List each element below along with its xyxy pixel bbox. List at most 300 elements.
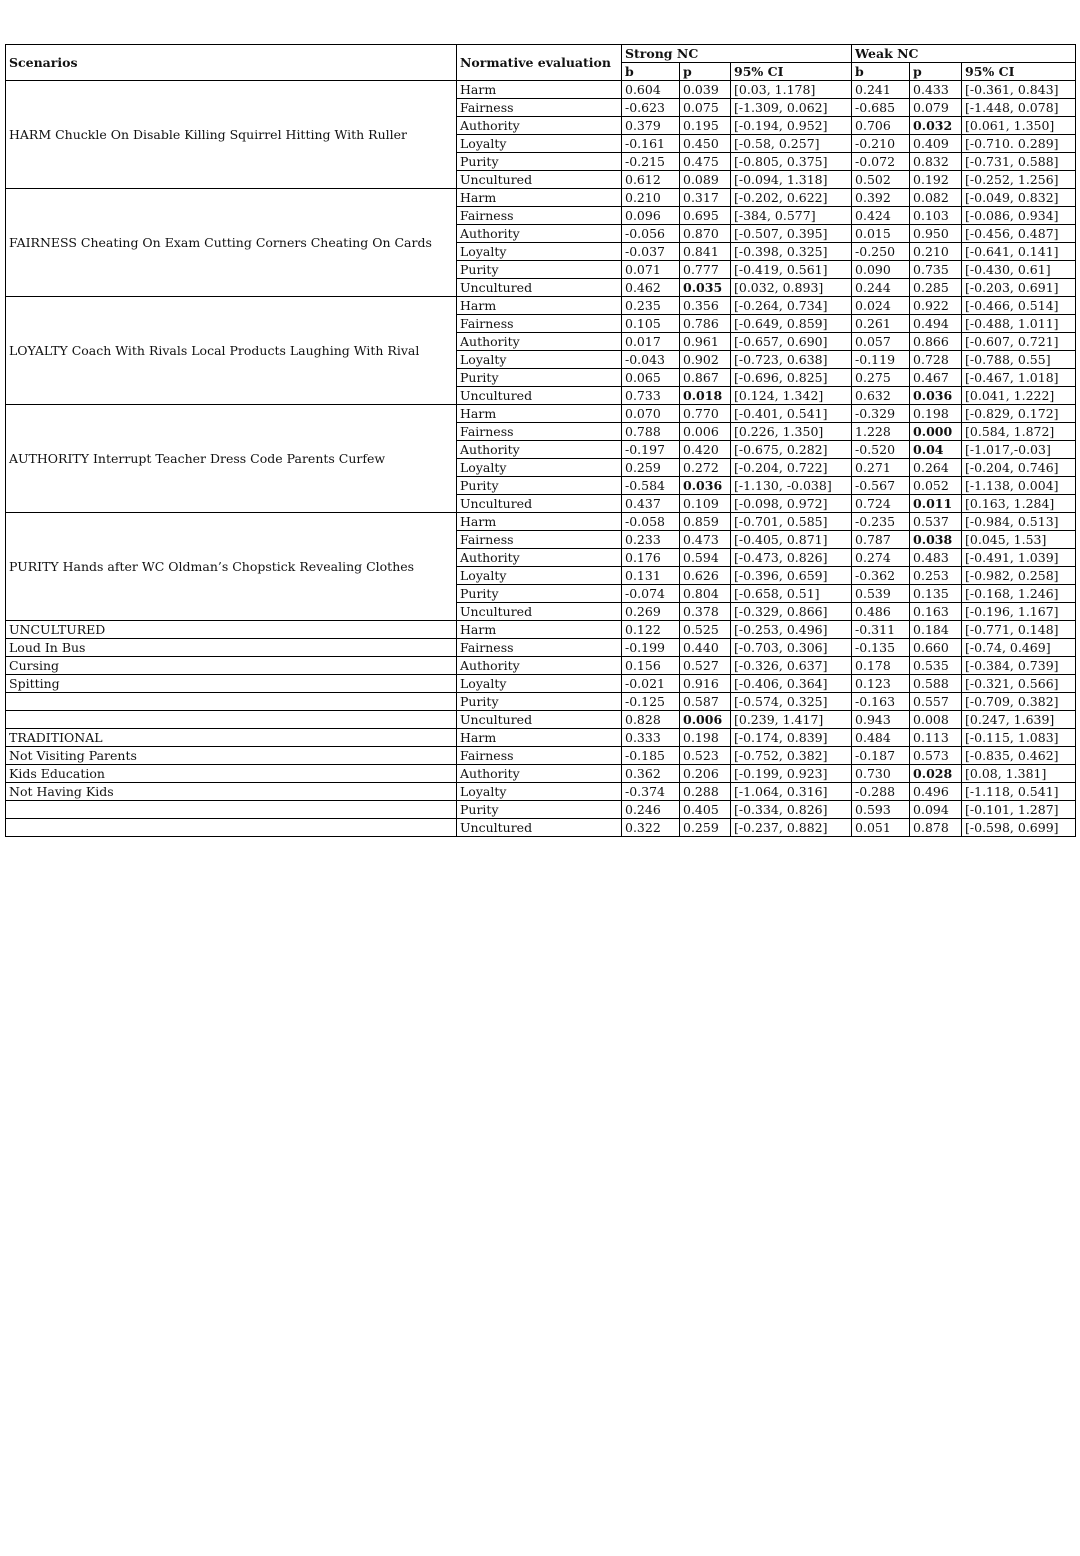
table-row: [6, 765, 1076, 783]
cell-weak-b: 0.244: [852, 279, 910, 297]
cell-strong-b: 0.828: [622, 711, 680, 729]
cell-weak-b: 0.593: [852, 801, 910, 819]
cell-strong-ci: [-1.130, -0.038]: [731, 477, 852, 495]
cell-strong-ci: [-0.396, 0.659]: [731, 567, 852, 585]
cell-weak-ci: [-0.115, 1.083]: [962, 729, 1076, 747]
cell-evaluation: Fairness: [457, 207, 622, 225]
cell-strong-b: 0.612: [622, 171, 680, 189]
cell-strong-p: 0.961: [680, 333, 731, 351]
cell-strong-p: 0.870: [680, 225, 731, 243]
cell-strong-b: 0.131: [622, 567, 680, 585]
cell-strong-b: 0.017: [622, 333, 680, 351]
cell-evaluation: Purity: [457, 585, 622, 603]
cell-strong-p: 0.272: [680, 459, 731, 477]
cell-strong-b: 0.246: [622, 801, 680, 819]
cell-strong-b: 0.122: [622, 621, 680, 639]
cell-weak-b: -0.072: [852, 153, 910, 171]
cell-weak-ci: [-0.466, 0.514]: [962, 297, 1076, 315]
scenario-label: [6, 801, 457, 819]
cell-strong-p: 0.859: [680, 513, 731, 531]
cell-strong-ci: [-0.334, 0.826]: [731, 801, 852, 819]
cell-strong-ci: [-0.675, 0.282]: [731, 441, 852, 459]
cell-strong-p: 0.777: [680, 261, 731, 279]
cell-strong-ci: [-0.703, 0.306]: [731, 639, 852, 657]
cell-weak-b: 0.271: [852, 459, 910, 477]
cell-strong-ci: [-0.094, 1.318]: [731, 171, 852, 189]
cell-strong-ci: [-0.174, 0.839]: [731, 729, 852, 747]
cell-strong-ci: [-0.199, 0.923]: [731, 765, 852, 783]
cell-strong-b: 0.437: [622, 495, 680, 513]
cell-strong-ci: [-0.473, 0.826]: [731, 549, 852, 567]
cell-evaluation: Uncultured: [457, 279, 622, 297]
cell-strong-p: [680, 387, 731, 405]
cell-evaluation: Purity: [457, 153, 622, 171]
cell-evaluation: Harm: [457, 729, 622, 747]
cell-weak-b: 0.241: [852, 81, 910, 99]
cell-weak-b: 0.730: [852, 765, 910, 783]
cell-weak-p: 0.163: [910, 603, 962, 621]
cell-evaluation: Fairness: [457, 423, 622, 441]
cell-weak-ci: [-0.607, 0.721]: [962, 333, 1076, 351]
cell-weak-ci: [-1.017,-0.03]: [962, 441, 1076, 459]
cell-weak-p: [910, 423, 962, 441]
cell-weak-b: 0.178: [852, 657, 910, 675]
cell-evaluation: Authority: [457, 549, 622, 567]
cell-evaluation: Loyalty: [457, 351, 622, 369]
cell-weak-p: 0.198: [910, 405, 962, 423]
table-row: [6, 297, 1076, 315]
table-row: [6, 405, 1076, 423]
cell-strong-b: -0.021: [622, 675, 680, 693]
cell-weak-ci: [-0.101, 1.287]: [962, 801, 1076, 819]
cell-evaluation: Purity: [457, 693, 622, 711]
cell-evaluation: Fairness: [457, 747, 622, 765]
cell-strong-p: 0.587: [680, 693, 731, 711]
cell-evaluation: Loyalty: [457, 243, 622, 261]
cell-weak-p: [910, 765, 962, 783]
cell-strong-p: 0.841: [680, 243, 731, 261]
cell-strong-p: 0.039: [680, 81, 731, 99]
cell-strong-ci: [0.124, 1.342]: [731, 387, 852, 405]
cell-strong-b: 0.105: [622, 315, 680, 333]
cell-weak-p: 0.079: [910, 99, 962, 117]
cell-weak-p: 0.192: [910, 171, 962, 189]
cell-evaluation: Loyalty: [457, 675, 622, 693]
header-normative-evaluation: Normative evaluation: [457, 45, 622, 81]
cell-strong-b: 0.333: [622, 729, 680, 747]
cell-strong-ci: [-0.329, 0.866]: [731, 603, 852, 621]
cell-weak-ci: [0.045, 1.53]: [962, 531, 1076, 549]
cell-weak-b: -0.685: [852, 99, 910, 117]
cell-strong-p: 0.440: [680, 639, 731, 657]
cell-strong-ci: [0.239, 1.417]: [731, 711, 852, 729]
cell-strong-p: 0.867: [680, 369, 731, 387]
cell-evaluation: Purity: [457, 801, 622, 819]
cell-strong-ci: [-0.326, 0.637]: [731, 657, 852, 675]
cell-weak-p: 0.950: [910, 225, 962, 243]
significant-value: 0.018: [683, 388, 723, 403]
cell-weak-b: -0.235: [852, 513, 910, 531]
cell-strong-b: 0.176: [622, 549, 680, 567]
cell-strong-ci: [-0.649, 0.859]: [731, 315, 852, 333]
cell-evaluation: Uncultured: [457, 819, 622, 837]
cell-strong-b: 0.233: [622, 531, 680, 549]
cell-weak-p: 0.184: [910, 621, 962, 639]
cell-weak-b: 0.502: [852, 171, 910, 189]
cell-strong-b: 0.379: [622, 117, 680, 135]
scenario-label: Spitting: [6, 675, 457, 693]
cell-strong-p: 0.786: [680, 315, 731, 333]
scenario-label: AUTHORITY Interrupt Teacher Dress Code Parents Curfew: [6, 405, 457, 513]
cell-weak-b: -0.520: [852, 441, 910, 459]
cell-weak-p: 0.878: [910, 819, 962, 837]
cell-weak-b: -0.135: [852, 639, 910, 657]
cell-strong-ci: [-0.658, 0.51]: [731, 585, 852, 603]
cell-weak-ci: [0.061, 1.350]: [962, 117, 1076, 135]
cell-strong-p: 0.109: [680, 495, 731, 513]
cell-weak-p: 0.832: [910, 153, 962, 171]
cell-weak-ci: [-1.118, 0.541]: [962, 783, 1076, 801]
cell-strong-p: 0.006: [680, 423, 731, 441]
cell-strong-p: 0.770: [680, 405, 731, 423]
cell-strong-b: 0.788: [622, 423, 680, 441]
cell-weak-p: 0.496: [910, 783, 962, 801]
cell-weak-p: 0.264: [910, 459, 962, 477]
cell-strong-b: 0.096: [622, 207, 680, 225]
cell-weak-b: 0.724: [852, 495, 910, 513]
cell-weak-b: 1.228: [852, 423, 910, 441]
cell-strong-p: 0.626: [680, 567, 731, 585]
cell-strong-ci: [-0.237, 0.882]: [731, 819, 852, 837]
cell-weak-p: 0.483: [910, 549, 962, 567]
cell-weak-ci: [-1.448, 0.078]: [962, 99, 1076, 117]
header-strong-b: b: [622, 63, 680, 81]
cell-evaluation: Fairness: [457, 639, 622, 657]
cell-strong-p: 0.378: [680, 603, 731, 621]
table-row: [6, 693, 1076, 711]
cell-weak-ci: [-1.138, 0.004]: [962, 477, 1076, 495]
cell-strong-b: -0.215: [622, 153, 680, 171]
cell-weak-ci: [-0.788, 0.55]: [962, 351, 1076, 369]
cell-weak-ci: [0.247, 1.639]: [962, 711, 1076, 729]
cell-strong-p: 0.902: [680, 351, 731, 369]
scenario-label: Cursing: [6, 657, 457, 675]
scenario-label: HARM Chuckle On Disable Killing Squirrel Hitting With Ruller: [6, 81, 457, 189]
cell-strong-p: 0.594: [680, 549, 731, 567]
cell-weak-b: 0.275: [852, 369, 910, 387]
cell-weak-p: 0.573: [910, 747, 962, 765]
cell-weak-p: 0.210: [910, 243, 962, 261]
table-row: [6, 783, 1076, 801]
cell-strong-b: 0.070: [622, 405, 680, 423]
cell-weak-b: 0.943: [852, 711, 910, 729]
cell-strong-b: 0.462: [622, 279, 680, 297]
cell-evaluation: Harm: [457, 81, 622, 99]
cell-strong-b: 0.322: [622, 819, 680, 837]
cell-strong-p: 0.450: [680, 135, 731, 153]
header-weak-ci: 95% CI: [962, 63, 1076, 81]
cell-strong-p: 0.206: [680, 765, 731, 783]
cell-evaluation: Authority: [457, 225, 622, 243]
cell-strong-ci: [-0.701, 0.585]: [731, 513, 852, 531]
cell-weak-p: 0.285: [910, 279, 962, 297]
cell-strong-p: 0.317: [680, 189, 731, 207]
cell-strong-p: 0.525: [680, 621, 731, 639]
cell-weak-b: 0.015: [852, 225, 910, 243]
cell-weak-b: 0.787: [852, 531, 910, 549]
cell-evaluation: Purity: [457, 477, 622, 495]
cell-weak-b: 0.539: [852, 585, 910, 603]
cell-weak-p: [910, 441, 962, 459]
cell-strong-p: [680, 279, 731, 297]
significant-value: 0.006: [683, 712, 723, 727]
cell-strong-ci: [-384, 0.577]: [731, 207, 852, 225]
cell-strong-ci: [-0.401, 0.541]: [731, 405, 852, 423]
cell-evaluation: Uncultured: [457, 603, 622, 621]
table-row: [6, 657, 1076, 675]
cell-strong-p: 0.089: [680, 171, 731, 189]
cell-weak-p: 0.557: [910, 693, 962, 711]
cell-weak-b: 0.274: [852, 549, 910, 567]
significant-value: 0.036: [683, 478, 723, 493]
scenario-label: [6, 819, 457, 837]
cell-weak-p: 0.253: [910, 567, 962, 585]
cell-strong-b: 0.733: [622, 387, 680, 405]
table-row: [6, 747, 1076, 765]
cell-strong-b: 0.156: [622, 657, 680, 675]
cell-evaluation: Loyalty: [457, 459, 622, 477]
cell-strong-ci: [-0.398, 0.325]: [731, 243, 852, 261]
cell-weak-p: 0.008: [910, 711, 962, 729]
cell-evaluation: Harm: [457, 513, 622, 531]
cell-weak-b: -0.163: [852, 693, 910, 711]
cell-strong-b: -0.058: [622, 513, 680, 531]
scenario-label: Kids Education: [6, 765, 457, 783]
cell-weak-ci: [0.041, 1.222]: [962, 387, 1076, 405]
cell-weak-ci: [-0.488, 1.011]: [962, 315, 1076, 333]
cell-evaluation: Authority: [457, 333, 622, 351]
cell-weak-ci: [0.08, 1.381]: [962, 765, 1076, 783]
cell-weak-b: 0.123: [852, 675, 910, 693]
cell-strong-p: 0.475: [680, 153, 731, 171]
cell-weak-ci: [-0.430, 0.61]: [962, 261, 1076, 279]
cell-weak-ci: [0.163, 1.284]: [962, 495, 1076, 513]
table-row: [6, 729, 1076, 747]
header-strong-nc: Strong NC: [622, 45, 852, 63]
cell-strong-p: 0.804: [680, 585, 731, 603]
cell-strong-p: [680, 477, 731, 495]
cell-weak-ci: [-0.361, 0.843]: [962, 81, 1076, 99]
cell-strong-b: 0.604: [622, 81, 680, 99]
cell-weak-p: 0.113: [910, 729, 962, 747]
header-weak-p: p: [910, 63, 962, 81]
cell-weak-p: 0.588: [910, 675, 962, 693]
scenario-label: [6, 711, 457, 729]
cell-weak-ci: [-0.204, 0.746]: [962, 459, 1076, 477]
significant-value: 0.038: [913, 532, 953, 547]
cell-evaluation: Fairness: [457, 531, 622, 549]
scenario-label: TRADITIONAL: [6, 729, 457, 747]
cell-strong-b: 0.210: [622, 189, 680, 207]
scenario-label: FAIRNESS Cheating On Exam Cutting Corners Cheating On Cards: [6, 189, 457, 297]
cell-strong-p: 0.356: [680, 297, 731, 315]
cell-strong-b: -0.584: [622, 477, 680, 495]
cell-weak-b: 0.090: [852, 261, 910, 279]
significant-value: 0.04: [913, 442, 944, 457]
significant-value: 0.035: [683, 280, 723, 295]
cell-weak-b: -0.288: [852, 783, 910, 801]
cell-strong-p: 0.916: [680, 675, 731, 693]
cell-strong-ci: [-0.723, 0.638]: [731, 351, 852, 369]
cell-weak-b: 0.632: [852, 387, 910, 405]
cell-evaluation: Uncultured: [457, 387, 622, 405]
cell-weak-b: -0.329: [852, 405, 910, 423]
cell-strong-ci: [-0.406, 0.364]: [731, 675, 852, 693]
cell-weak-ci: [-0.982, 0.258]: [962, 567, 1076, 585]
cell-weak-ci: [-0.491, 1.039]: [962, 549, 1076, 567]
cell-strong-ci: [-0.264, 0.734]: [731, 297, 852, 315]
cell-strong-p: 0.195: [680, 117, 731, 135]
cell-strong-ci: [-1.064, 0.316]: [731, 783, 852, 801]
cell-evaluation: Authority: [457, 657, 622, 675]
cell-weak-p: [910, 387, 962, 405]
table-row: [6, 711, 1076, 729]
table-row: [6, 621, 1076, 639]
significant-value: 0.032: [913, 118, 953, 133]
cell-strong-ci: [-0.574, 0.325]: [731, 693, 852, 711]
cell-strong-ci: [-0.507, 0.395]: [731, 225, 852, 243]
cell-strong-b: 0.071: [622, 261, 680, 279]
cell-weak-b: -0.311: [852, 621, 910, 639]
cell-strong-b: -0.199: [622, 639, 680, 657]
cell-strong-ci: [0.226, 1.350]: [731, 423, 852, 441]
cell-weak-p: 0.866: [910, 333, 962, 351]
cell-evaluation: Harm: [457, 621, 622, 639]
cell-weak-ci: [-0.710. 0.289]: [962, 135, 1076, 153]
cell-weak-p: 0.467: [910, 369, 962, 387]
table-row: [6, 513, 1076, 531]
cell-strong-p: 0.288: [680, 783, 731, 801]
table-row: [6, 189, 1076, 207]
cell-evaluation: Harm: [457, 405, 622, 423]
table-body: [6, 81, 1076, 837]
cell-strong-b: -0.043: [622, 351, 680, 369]
cell-weak-ci: [-0.049, 0.832]: [962, 189, 1076, 207]
cell-weak-p: 0.494: [910, 315, 962, 333]
table-row: [6, 819, 1076, 837]
cell-weak-p: [910, 495, 962, 513]
cell-weak-b: 0.484: [852, 729, 910, 747]
cell-weak-p: [910, 117, 962, 135]
cell-strong-p: 0.420: [680, 441, 731, 459]
cell-strong-b: -0.623: [622, 99, 680, 117]
cell-weak-b: 0.057: [852, 333, 910, 351]
cell-evaluation: Harm: [457, 189, 622, 207]
scenario-label: LOYALTY Coach With Rivals Local Products Laughing With Rival: [6, 297, 457, 405]
cell-evaluation: Loyalty: [457, 783, 622, 801]
cell-strong-ci: [-0.805, 0.375]: [731, 153, 852, 171]
cell-weak-ci: [-0.456, 0.487]: [962, 225, 1076, 243]
cell-weak-ci: [-0.203, 0.691]: [962, 279, 1076, 297]
cell-weak-ci: [-0.731, 0.588]: [962, 153, 1076, 171]
cell-strong-p: 0.198: [680, 729, 731, 747]
significant-value: 0.000: [913, 424, 953, 439]
cell-strong-p: 0.695: [680, 207, 731, 225]
cell-weak-b: 0.024: [852, 297, 910, 315]
cell-weak-ci: [-0.384, 0.739]: [962, 657, 1076, 675]
cell-strong-ci: [-0.405, 0.871]: [731, 531, 852, 549]
cell-weak-p: 0.537: [910, 513, 962, 531]
cell-strong-ci: [-0.098, 0.972]: [731, 495, 852, 513]
cell-strong-ci: [-0.419, 0.561]: [731, 261, 852, 279]
cell-weak-b: 0.424: [852, 207, 910, 225]
cell-weak-ci: [-0.829, 0.172]: [962, 405, 1076, 423]
cell-weak-p: 0.094: [910, 801, 962, 819]
scenario-label: UNCULTURED: [6, 621, 457, 639]
cell-strong-b: 0.235: [622, 297, 680, 315]
cell-weak-b: 0.261: [852, 315, 910, 333]
cell-evaluation: Purity: [457, 369, 622, 387]
results-table: [5, 44, 1076, 837]
cell-weak-ci: [-0.835, 0.462]: [962, 747, 1076, 765]
cell-strong-p: 0.473: [680, 531, 731, 549]
table-row: [6, 801, 1076, 819]
cell-strong-p: 0.527: [680, 657, 731, 675]
cell-strong-ci: [-0.194, 0.952]: [731, 117, 852, 135]
cell-strong-b: 0.362: [622, 765, 680, 783]
cell-strong-ci: [-0.202, 0.622]: [731, 189, 852, 207]
cell-weak-p: 0.922: [910, 297, 962, 315]
cell-evaluation: Uncultured: [457, 495, 622, 513]
cell-weak-b: -0.362: [852, 567, 910, 585]
cell-strong-ci: [-0.58, 0.257]: [731, 135, 852, 153]
cell-evaluation: Loyalty: [457, 567, 622, 585]
cell-strong-p: 0.523: [680, 747, 731, 765]
cell-evaluation: Loyalty: [457, 135, 622, 153]
cell-weak-b: 0.392: [852, 189, 910, 207]
table-row: [6, 639, 1076, 657]
scenario-label: [6, 693, 457, 711]
cell-strong-ci: [0.032, 0.893]: [731, 279, 852, 297]
cell-strong-b: 0.065: [622, 369, 680, 387]
scenario-label: PURITY Hands after WC Oldman’s Chopstick Revealing Clothes: [6, 513, 457, 621]
cell-weak-ci: [-0.709, 0.382]: [962, 693, 1076, 711]
cell-weak-ci: [-0.771, 0.148]: [962, 621, 1076, 639]
cell-evaluation: Fairness: [457, 315, 622, 333]
cell-weak-ci: [-0.641, 0.141]: [962, 243, 1076, 261]
cell-weak-b: 0.051: [852, 819, 910, 837]
cell-strong-b: -0.185: [622, 747, 680, 765]
cell-strong-ci: [-0.696, 0.825]: [731, 369, 852, 387]
cell-strong-ci: [-0.204, 0.722]: [731, 459, 852, 477]
cell-weak-ci: [-0.984, 0.513]: [962, 513, 1076, 531]
cell-weak-ci: [-0.467, 1.018]: [962, 369, 1076, 387]
cell-weak-ci: [-0.252, 1.256]: [962, 171, 1076, 189]
cell-evaluation: Uncultured: [457, 711, 622, 729]
cell-weak-b: -0.210: [852, 135, 910, 153]
cell-strong-b: -0.197: [622, 441, 680, 459]
cell-evaluation: Harm: [457, 297, 622, 315]
significant-value: 0.011: [913, 496, 953, 511]
cell-strong-b: 0.259: [622, 459, 680, 477]
cell-weak-p: 0.660: [910, 639, 962, 657]
header-strong-ci: 95% CI: [731, 63, 852, 81]
table-row: [6, 81, 1076, 99]
cell-strong-b: -0.125: [622, 693, 680, 711]
table-row: [6, 675, 1076, 693]
cell-weak-b: -0.250: [852, 243, 910, 261]
cell-evaluation: Purity: [457, 261, 622, 279]
